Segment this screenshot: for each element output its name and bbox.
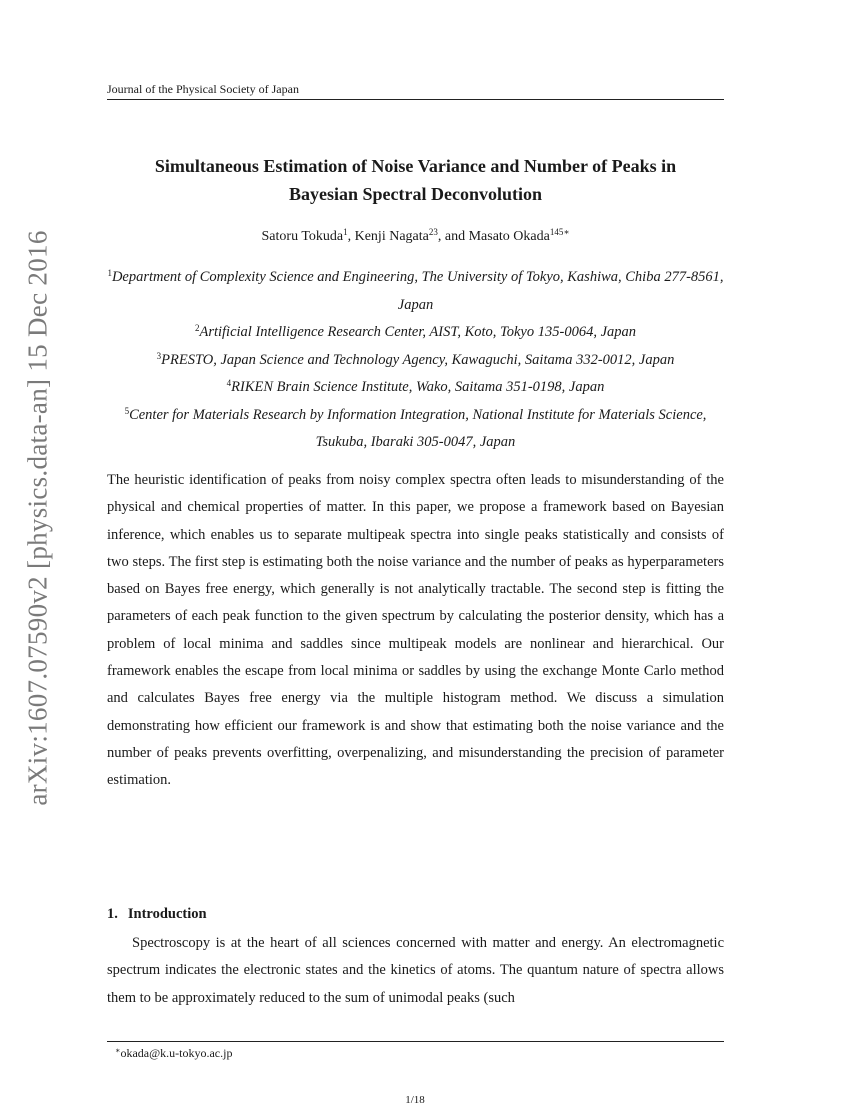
title-line-1: Simultaneous Estimation of Noise Variance and Number of Peaks in [154,156,677,176]
page-number: 1/18 [405,1094,425,1106]
footnote-email: okada@k.u-tokyo.ac.jp [120,1046,233,1060]
footnote-rule [107,1041,724,1042]
author-name: Satoru Tokuda [261,229,344,244]
affiliation-number: 3 [156,350,162,361]
author-affiliation-mark: 145 [549,227,564,237]
author-affiliation-mark: 23 [428,227,438,237]
journal-header: Journal of the Physical Society of Japan [107,82,724,100]
affiliation-text: PRESTO, Japan Science and Technology Agency, Kawaguchi, Saitama 332-0012, Japan [161,351,675,368]
section-number: 1. [107,906,118,922]
section-title: Introduction [127,906,207,922]
affiliation-number: 2 [194,323,200,333]
affiliation [107,264,724,319]
author-affiliation-mark: 1 [343,227,348,237]
introduction-paragraph: Spectroscopy is at the heart of all sciences concerned with matter and energy. An electromagnetic spectrum indicates the electronic states and the kinetics of atoms. The quantum nature of spectra allows them to be approximately reduced to the sum of unimodal peaks (such [107,935,724,1006]
affiliation [107,319,724,347]
author-separator: , [347,229,355,244]
affiliation [107,402,724,457]
author-list [107,228,724,246]
affiliation [107,374,724,402]
abstract: The heuristic identification of peaks from noisy complex spectra often leads to misunderstanding of the physical and chemical properties of matter. In this paper, we propose a framework based on Bayesian inference, which enables us to separate multipeak spectra into single peaks statistically and consists of two steps. The first step is estimating both the noise variance and the number of peaks as hyperparameters based on Bayes free energy, which generally is not analytically tractable. The second step is fitting the parameters of each peak function to the given spectrum by calculating the posterior density, which has a problem of local minima and saddles since multipeak models are nonlinear and hierarchical. Our framework enables the escape from local minima or saddles by using the exchange Monte Carlo method and calculates Bayes free energy via the multiple histogram method. We discuss a simulation demonstrating how efficient our framework is and show that estimating both the noise variance and the number of peaks prevents overfitting, overpenalizing, and misunderstanding the precision of parameter estimation. [107,472,724,789]
author-name: Kenji Nagata [354,229,429,244]
author-separator: , and [437,229,469,244]
affiliation-text: Department of Complexity Science and Engineering, The University of Tokyo, Kashiwa, Chiba 277-8561, Japan [111,269,724,313]
affiliation-text: RIKEN Brain Science Institute, Wako, Saitama 351-0198, Japan [231,379,605,395]
paper-title [107,152,724,208]
affiliation-number: 1 [107,268,112,278]
corresponding-author-mark: ∗ [563,227,570,237]
affiliation-list [107,264,724,457]
author-name: Masato Okada [468,229,550,244]
section-heading [107,904,207,924]
affiliation-text: Center for Materials Research by Information Integration, National Institute for Materials Science, Tsukuba, Ibaraki 305-0047, Japan [129,406,707,450]
affiliation-number: 5 [124,405,130,416]
arxiv-stamp: arXiv:1607.07590v2 [physics.data-an] 15 Dec 2016 [22,230,53,806]
title-line-2: Bayesian Spectral Deconvolution [288,184,542,204]
affiliation-number: 4 [226,378,232,388]
affiliation [107,347,724,375]
footnote [115,1046,232,1060]
affiliation-text: Artificial Intelligence Research Center, AIST, Koto, Tokyo 135-0064, Japan [199,324,637,340]
footnote-mark: ∗ [115,1046,121,1055]
